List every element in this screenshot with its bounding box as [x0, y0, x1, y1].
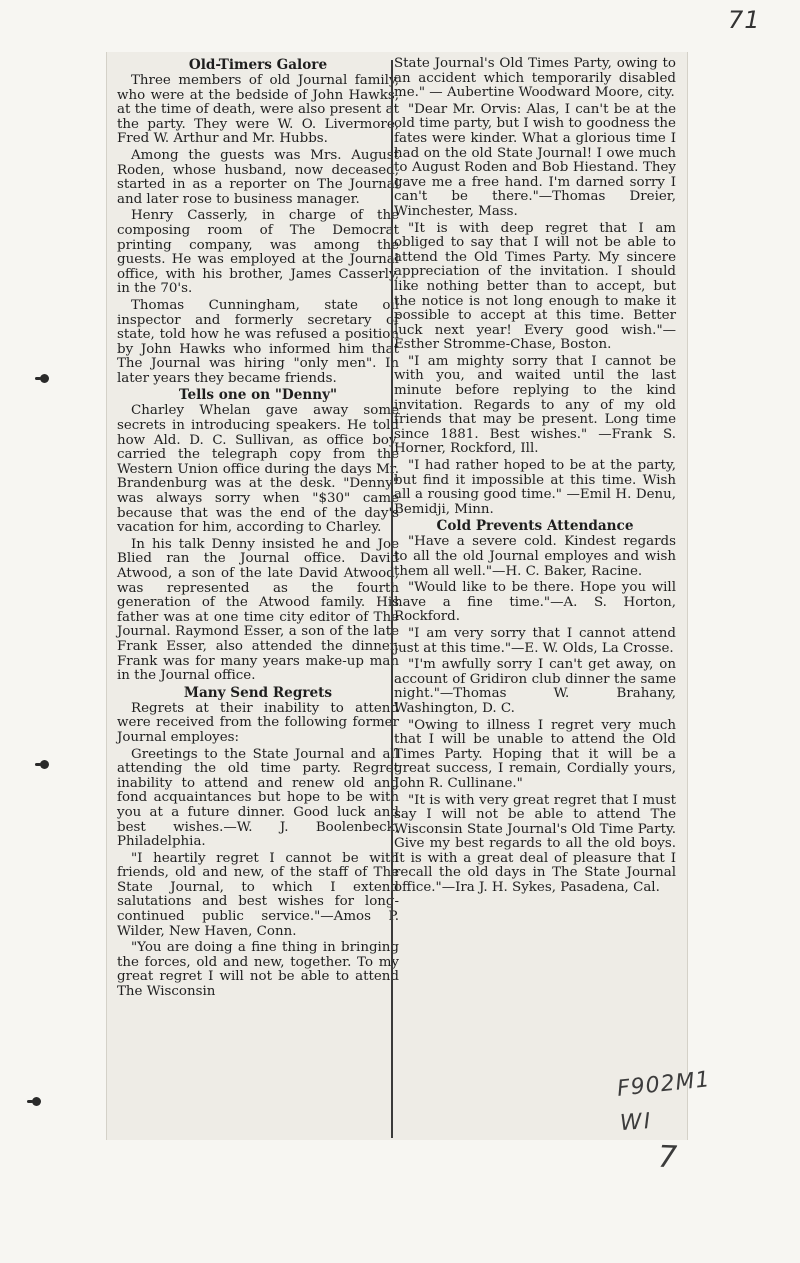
binder-hole-icon [40, 760, 49, 769]
handwritten-state-code: WI [619, 1108, 654, 1137]
paragraph: Thomas Cunningham, state oil inspector and formerly secretary of state, told how he was refused a position by John Hawks who informed him that The Journal was hiring "only men". In later years they became friends. [117, 297, 399, 386]
section-heading: Cold Prevents Attendance [436, 518, 634, 535]
paragraph: Henry Casserly, in charge of the composing room of The Democrat printing company, was among the guests. He was employed at the Journal office, with his brother, James Casserly, in the 70's. [117, 208, 399, 297]
section-heading: Tells one on "Denny" [178, 387, 338, 404]
paragraph: "It is with very great regret that I must say I will not be able to attend The Wisconsin State Journal's Old Time Party. Give my best regards to all the old boys. It is with a great deal of pleasure that I recall the old days in The State Journal office."—Ira J. H. Sykes, Pasadena, Cal. [394, 792, 676, 896]
continued-paragraph: State Journal's Old Times Party, owing to an accident which temporarily disabled me." — Aubertine Woodward Moore, city. [394, 56, 676, 101]
section-heading: Many Send Regrets [183, 684, 333, 701]
paragraph: "I am mighty sorry that I cannot be with you, and waited until the last minute before replying to the kind invitation. Regards to any of my old friends that may be present. Long time since 1881. Best wishes." —Frank S. Horner, Rockford, Ill. [394, 353, 676, 457]
page-number: 71 [728, 6, 761, 34]
paragraph: In his talk Denny insisted he and Joe Blied ran the Journal office. David Atwood, a son of the late David Atwood, was represented as the fourth generation of the Atwood family. His father was at one time city editor of The Journal. Raymond Esser, a son of the late Frank Esser, also attended the dinner. Frank was for many years make-up man in the Journal office. [117, 536, 399, 684]
binder-hole-icon [40, 374, 49, 383]
paragraph: "Would like to be there. Hope you will have a fine time."—A. S. Horton, Rockford. [394, 580, 676, 625]
paragraph: Among the guests was Mrs. August Roden, whose husband, now deceased, started in as a reporter on The Journal and later rose to business manager. [117, 147, 399, 207]
section-heading: Old-Timers Galore [188, 57, 328, 73]
paragraph: "Have a severe cold. Kindest regards to all the old Journal employes and wish them all well."—H. C. Baker, Racine. [394, 534, 676, 579]
paragraph: "I'm awfully sorry I can't get away, on account of Gridiron club dinner the same night."—Thomas W. Brahany, Washington, D. C. [394, 657, 676, 716]
paragraph: "It is with deep regret that I am obliged to say that I will not be able to attend the Old Times Party. My sincere appreciation of the invitation. I should like nothing better than to accept, but the notice is not long enough to make it possible to accept at this time. Better luck next year! Every good wish."—Esther Stromme-Chase, Boston. [394, 220, 676, 353]
left-column [117, 57, 399, 1002]
paragraph: Regrets at their inability to attend were received from the following former Journal employes: [117, 700, 399, 745]
paragraph: "You are doing a fine thing in bringing the forces, old and new, together. To my great regret I will not be able to attend The Wisconsin [117, 940, 399, 1000]
paragraph: "I heartily regret I cannot be with friends, old and new, of the staff of The State Journal, to which I extend salutations and best wishes for long-continued public service."—Amos P. Wilder, New Haven, Conn. [117, 850, 399, 939]
paragraph: Charley Whelan gave away some secrets in introducing speakers. He told how Ald. D. C. Sullivan, as office boy, carried the telegraph copy from the Western Union office during the days Mr. Brandenburg was at the desk. "Denny" was always sorry when "$30" came because that was the end of the day's vacation for him, according to Charley. [117, 403, 399, 536]
paragraph: Three members of old Journal family, who were at the bedside of John Hawks, at the time of death, were also present at the party. They were W. O. Livermore, Fred W. Arthur and Mr. Hubbs. [117, 73, 399, 147]
handwritten-number: 7 [657, 1139, 678, 1176]
paragraph: "I am very sorry that I cannot attend just at this time."—E. W. Olds, La Crosse. [394, 625, 676, 656]
column-divider [391, 60, 393, 1138]
binder-hole-icon [32, 1097, 41, 1106]
right-column [394, 57, 676, 898]
paragraph: "Dear Mr. Orvis: Alas, I can't be at the old time party, but I wish to goodness the fates were kinder. What a glorious time I had on the old State Journal! I owe much to August Roden and Bob Hiestand. They gave me a free hand. I'm darned sorry I can't be there."—Thomas Dreier, Winchester, Mass. [394, 101, 676, 219]
paragraph: "I had rather hoped to be at the party, but find it impossible at this time. Wish all a rousing good time." —Emil H. Denu, Bemidji, Minn. [394, 458, 676, 517]
handwritten-catalog-code: F902M1 [615, 1067, 712, 1102]
paragraph: "Owing to illness I regret very much that I will be unable to attend the Old Times Party. Hoping that it will be a great success, I remain, Cordially yours, John R. Cullinane." [394, 717, 676, 791]
paragraph: Greetings to the State Journal and all attending the old time party. Regret inability to attend and renew old and fond acquaintances but hope to be with you at a future dinner. Good luck and best wishes.—W. J. Boolenbeck, Philadelphia. [117, 746, 399, 850]
